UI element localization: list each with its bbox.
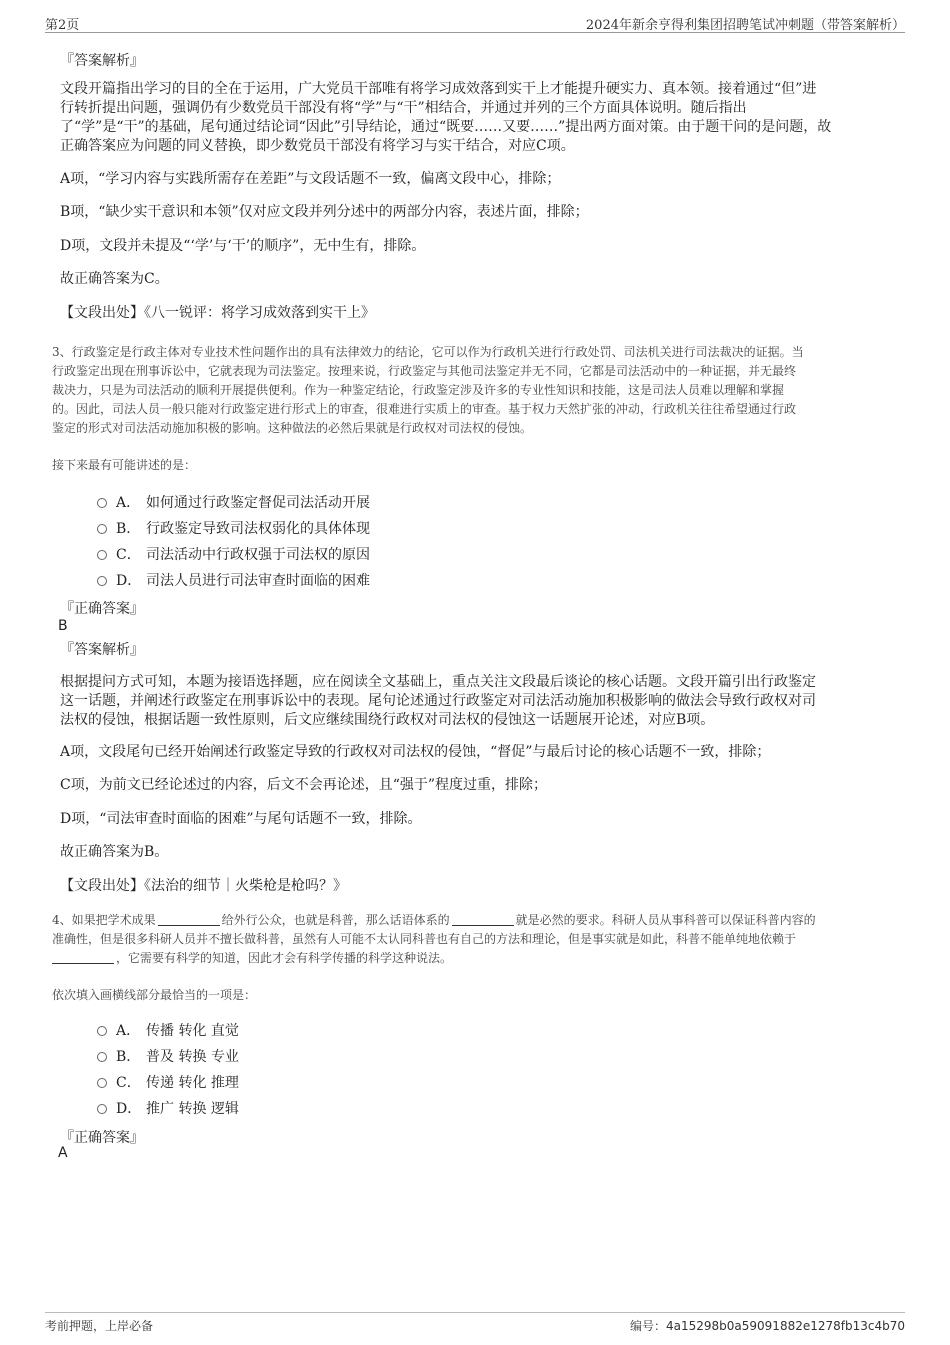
q3-item-c: C项，为前文已经论述过的内容，后文不会再论述，且“强于”程度过重，排除； (60, 777, 548, 793)
q2-analysis-line: 行转折提出问题，强调仍有少数党员干部没有将“学”与“干”相结合，并通过并列的三个方面具体说明。随后指出 (60, 100, 747, 116)
radio-icon[interactable] (97, 1026, 107, 1036)
q3-item-d: D项，“司法审查时面临的困难”与尾句话题不一致，排除。 (60, 811, 422, 827)
radio-icon[interactable] (97, 524, 107, 534)
q4-option-b[interactable]: B． 普及 转换 专业 (97, 1046, 239, 1066)
q3-stem-line: 裁决力，只是为司法活动的顺利开展提供便利。作为一种鉴定结论，行政鉴定涉及许多的专业性知识和技能，这是司法人员难以理解和掌握 (52, 383, 785, 397)
document-title: 2024年新余亨得利集团招聘笔试冲刺题（带答案解析） (585, 18, 905, 33)
q3-option-c[interactable]: C． 司法活动中行政权强于司法权的原因 (97, 544, 370, 564)
blank-3 (52, 951, 114, 964)
q4-option-a[interactable]: A． 传播 转化 直觉 (97, 1020, 239, 1040)
q3-analysis-line: 法权的侵蚀，根据话题一致性原则，后文应继续围绕行政权对司法权的侵蚀这一话题展开论述，对应B项。 (60, 712, 715, 728)
q2-analysis (60, 80, 890, 156)
footer-code: 编号：4a15298b0a59091882e1278fb13c4b70 (629, 1319, 905, 1333)
q2-analysis-line: 了“学”是“干”的基础，尾句通过结论词“因此”引导结论，通过“既要……又要……”提出两方面对策。由于题干问的是问题，故 (60, 119, 832, 135)
radio-icon[interactable] (97, 576, 107, 586)
q3-conclusion: 故正确答案为B。 (60, 844, 169, 860)
q4-option-c[interactable]: C． 传递 转化 推理 (97, 1072, 239, 1092)
q3-answer-label: 『正确答案』 (60, 601, 144, 617)
q3-analysis (60, 673, 890, 730)
q4-answer: A (58, 1145, 68, 1161)
q2-item-a: A项，“学习内容与实践所需存在差距”与文段话题不一致，偏离文段中心，排除； (60, 171, 561, 187)
q4-option-d[interactable]: D． 推广 转换 逻辑 (97, 1098, 239, 1118)
q4-stem (52, 911, 902, 968)
radio-icon[interactable] (97, 1078, 107, 1088)
radio-icon[interactable] (97, 550, 107, 560)
q2-source: 【文段出处】《八一锐评：将学习成效落到实干上》 (60, 305, 375, 321)
q3-analysis-label: 『答案解析』 (60, 642, 144, 658)
q2-analysis-line: 文段开篇指出学习的目的全在于运用，广大党员干部唯有将学习成效落到实干上才能提升硬实力、真本领。接着通过“但”进 (60, 81, 817, 97)
q3-option-d[interactable]: D． 司法人员进行司法审查时面临的困难 (97, 570, 370, 590)
q3-stem-line: 的。因此，司法人员一般只能对行政鉴定进行形式上的审查，很难进行实质上的审查。基于权力天然扩张的冲动，行政机关往往希望通过行政 (52, 402, 797, 416)
q2-item-b: B项，“缺少实干意识和本领”仅对应文段并列分述中的两部分内容，表述片面，排除； (60, 204, 589, 220)
page-header (45, 14, 905, 33)
q3-option-a[interactable]: A． 如何通过行政鉴定督促司法活动开展 (97, 492, 370, 512)
q2-conclusion: 故正确答案为C。 (60, 271, 169, 287)
radio-icon[interactable] (97, 1104, 107, 1114)
q3-stem-line: 3、行政鉴定是行政主体对专业技术性问题作出的具有法律效力的结论，它可以作为行政机关进行行政处罚、司法机关进行司法裁决的证据。当 (52, 345, 804, 359)
q3-item-a: A项，文段尾句已经开始阐述行政鉴定导致的行政权对司法权的侵蚀，“督促”与最后讨论的核心话题不一致，排除； (60, 744, 771, 760)
q3-stem-line: 行政鉴定出现在刑事诉讼中，它就表现为司法鉴定。按理来说，行政鉴定与其他司法鉴定并无不同，它都是司法活动中的一种证据，并无最终 (52, 364, 797, 378)
radio-icon[interactable] (97, 498, 107, 508)
q4-stem-line: ，它需要有科学的知道，因此才会有科学传播的科学这种说法。 (52, 949, 902, 968)
q4-stem-line: 4、如果把学术成果 给外行公众，也就是科普，那么话语体系的 就是必然的要求。科研人员从事科普可以保证科普内容的 (52, 913, 816, 927)
radio-icon[interactable] (97, 1052, 107, 1062)
q3-analysis-line: 根据提问方式可知，本题为接语选择题，应在阅读全文基础上，重点关注文段最后谈论的核心话题。文段开篇引出行政鉴定 (60, 674, 816, 690)
q3-source: 【文段出处】《法治的细节｜火柴枪是枪吗？》 (60, 878, 347, 894)
q3-analysis-line: 这一话题，并阐述行政鉴定在刑事诉讼中的表现。尾句论述通过行政鉴定对司法活动施加积极影响的做法会导致行政权对司 (60, 693, 816, 709)
page-number: 第2页 (45, 18, 80, 33)
q4-stem-line: 准确性，但是很多科研人员并不擅长做科普，虽然有人可能不太认同科普也有自己的方法和理论，但是事实就是如此，科普不能单纯地依赖于 (52, 932, 797, 946)
q2-analysis-line: 正确答案应为问题的同义替换，即少数党员干部没有将学习与实干结合，对应C项。 (60, 138, 575, 154)
q4-prompt: 依次填入画横线部分最恰当的一项是： (52, 988, 257, 1002)
q2-item-d: D项，文段并未提及“‘学’与‘干’的顺序”，无中生有，排除。 (60, 238, 426, 254)
blank-1 (158, 913, 220, 926)
q3-stem (52, 343, 902, 438)
page-footer (45, 1312, 905, 1336)
footer-slogan: 考前押题，上岸必备 (45, 1319, 154, 1333)
blank-2 (452, 913, 514, 926)
q3-option-b[interactable]: B． 行政鉴定导致司法权弱化的具体体现 (97, 518, 370, 538)
q2-analysis-label: 『答案解析』 (60, 53, 144, 69)
q3-stem-line: 鉴定的形式对司法活动施加积极的影响。这种做法的必然后果就是行政权对司法权的侵蚀。 (52, 421, 533, 435)
q4-answer-label: 『正确答案』 (60, 1130, 144, 1146)
q3-prompt: 接下来最有可能讲述的是： (52, 458, 197, 472)
q3-answer: B (58, 618, 68, 634)
